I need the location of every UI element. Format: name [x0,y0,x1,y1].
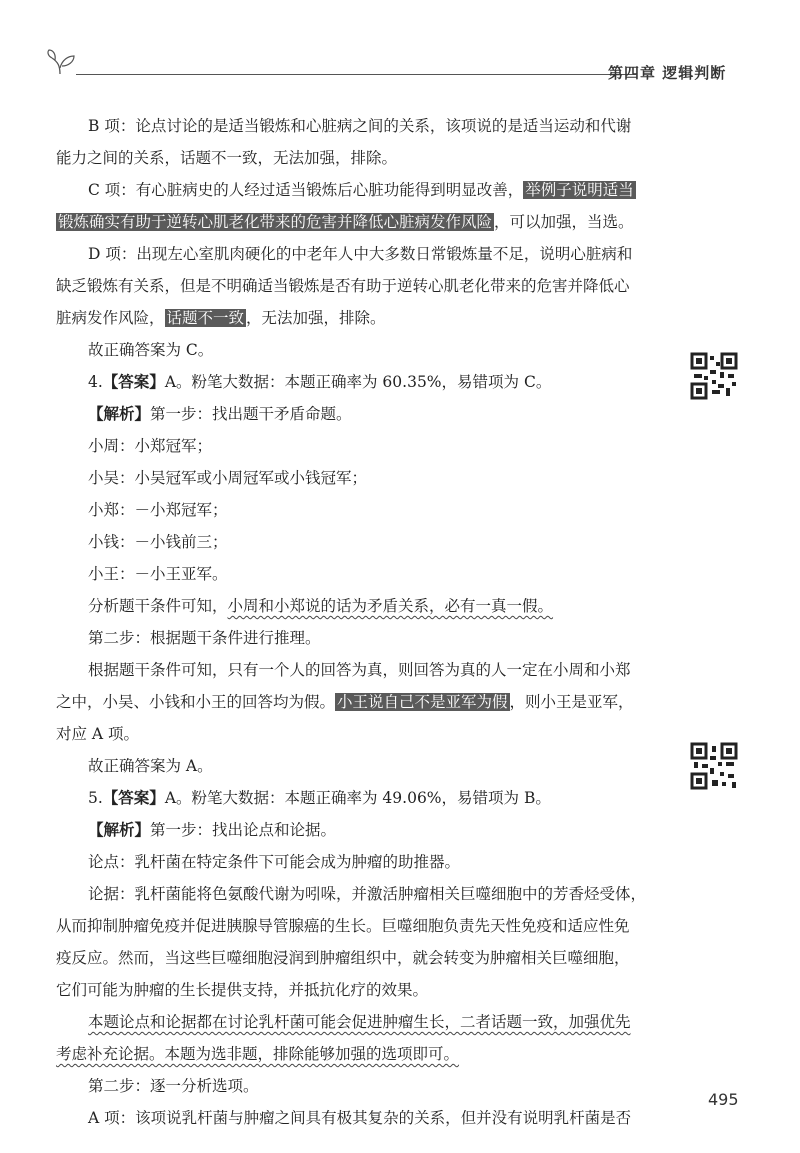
text-line: D 项：出现左心室肌肉硬化的中老年人中大多数日常锻炼量不足，说明心脏病和 [88,245,633,263]
text-line: C 项：有心脏病史的人经过适当锻炼后心脏功能得到明显改善， 举例子说明适当 [88,181,634,199]
text-line: 从而抑制肿瘤免疫并促进胰腺导管腺癌的生长。巨噬细胞负责先天性免疫和适应性免 [56,917,630,935]
text-line: 之中，小吴、小钱和小王的回答均为假。 小王说自己不是亚军为假 ，则小王是亚军， [56,693,634,711]
question-5-answer: 5.【答案】A。粉笔大数据：本题正确率为 49.06%，易错项为 B。 [88,789,551,807]
highlight: 小王说自己不是亚军为假 [337,693,508,711]
text-line: 根据题干条件可知，只有一个人的回答为真，则回答为真的人一定在小周和小郑 [88,661,631,679]
statement-line: 小郑：－小郑冠军； [88,501,228,519]
text-line: 它们可能为肿瘤的生长提供支持，并抵抗化疗的效果。 [56,981,429,999]
qr-code-icon[interactable] [690,352,738,400]
text-line: 对应 A 项。 [56,725,140,743]
text-line: 能力之间的关系，话题不一致，无法加强，排除。 [56,149,398,167]
highlight: 话题不一致 [166,309,245,327]
page-header [46,48,746,88]
wavy-underline: 小周和小郑说的话为矛盾关系，必有一真一假。 [227,597,554,615]
header-rule [76,74,636,75]
wavy-underline: 考虑补充论据。本题为选非题，排除能够加强的选项即可。 [56,1045,460,1063]
statement-line: 小王：－小王亚军。 [88,565,228,583]
answer-line: 故正确答案为 A。 [88,757,213,775]
wavy-underline: 本题论点和论据都在讨论乳杆菌可能会促进肿瘤生长，二者话题一致，加强优先 [88,1013,631,1031]
page-body [56,110,660,1134]
text-line: 脏病发作风险， 话题不一致 ，无法加强，排除。 [56,309,386,327]
statement-line: 小周：小郑冠军； [88,437,213,455]
highlight: 举例子说明适当 [525,181,634,199]
text-line: 缺乏锻炼有关系，但是不明确适当锻炼是否有助于逆转心肌老化带来的危害并降低心 [56,277,630,295]
text-line [88,1006,660,1038]
statement-line: 小钱：－小钱前三； [88,533,228,551]
text-line: B 项：论点讨论的是适当锻炼和心脏病之间的关系，该项说的是适当运动和代谢 [88,117,632,135]
text-line: 疫反应。然而，当这些巨噬细胞浸润到肿瘤组织中，就会转变为肿瘤相关巨噬细胞， [56,949,630,967]
answer-line: 故正确答案为 C。 [88,341,214,359]
text-line: 论点：乳杆菌在特定条件下可能会成为肿瘤的助推器。 [88,853,461,871]
chapter-title: 第四章 逻辑判断 [608,64,727,82]
text-line [56,1038,660,1070]
question-5-analysis: 【解析】第一步：找出论点和论据。 [88,821,337,839]
statement-line: 小吴：小吴冠军或小周冠军或小钱冠军； [88,469,368,487]
text-line: A 项：该项说乳杆菌与肿瘤之间具有极其复杂的关系，但并没有说明乳杆菌是否 [88,1109,632,1127]
highlight: 锻炼确实有助于逆转心肌老化带来的危害并降低心脏病发作风险 [58,213,493,231]
qr-code-icon[interactable] [690,742,738,790]
sprout-icon [46,48,80,78]
question-4-answer: 4.【答案】A。粉笔大数据：本题正确率为 60.35%，易错项为 C。 [88,373,552,391]
text-line: 论据：乳杆菌能将色氨酸代谢为吲哚，并激活肿瘤相关巨噬细胞中的芳香烃受体， [88,885,647,903]
question-4-analysis: 【解析】第一步：找出题干矛盾命题。 [88,405,352,423]
text-line: 锻炼确实有助于逆转心肌老化带来的危害并降低心脏病发作风险 ，可以加强，当选。 [58,213,634,231]
text-line: 第二步：逐一分析选项。 [88,1077,259,1095]
page-number: 495 [708,1090,739,1109]
text-line: 第二步：根据题干条件进行推理。 [88,629,321,647]
text-line: 分析题干条件可知，小周和小郑说的话为矛盾关系，必有一真一假。 [88,597,554,615]
